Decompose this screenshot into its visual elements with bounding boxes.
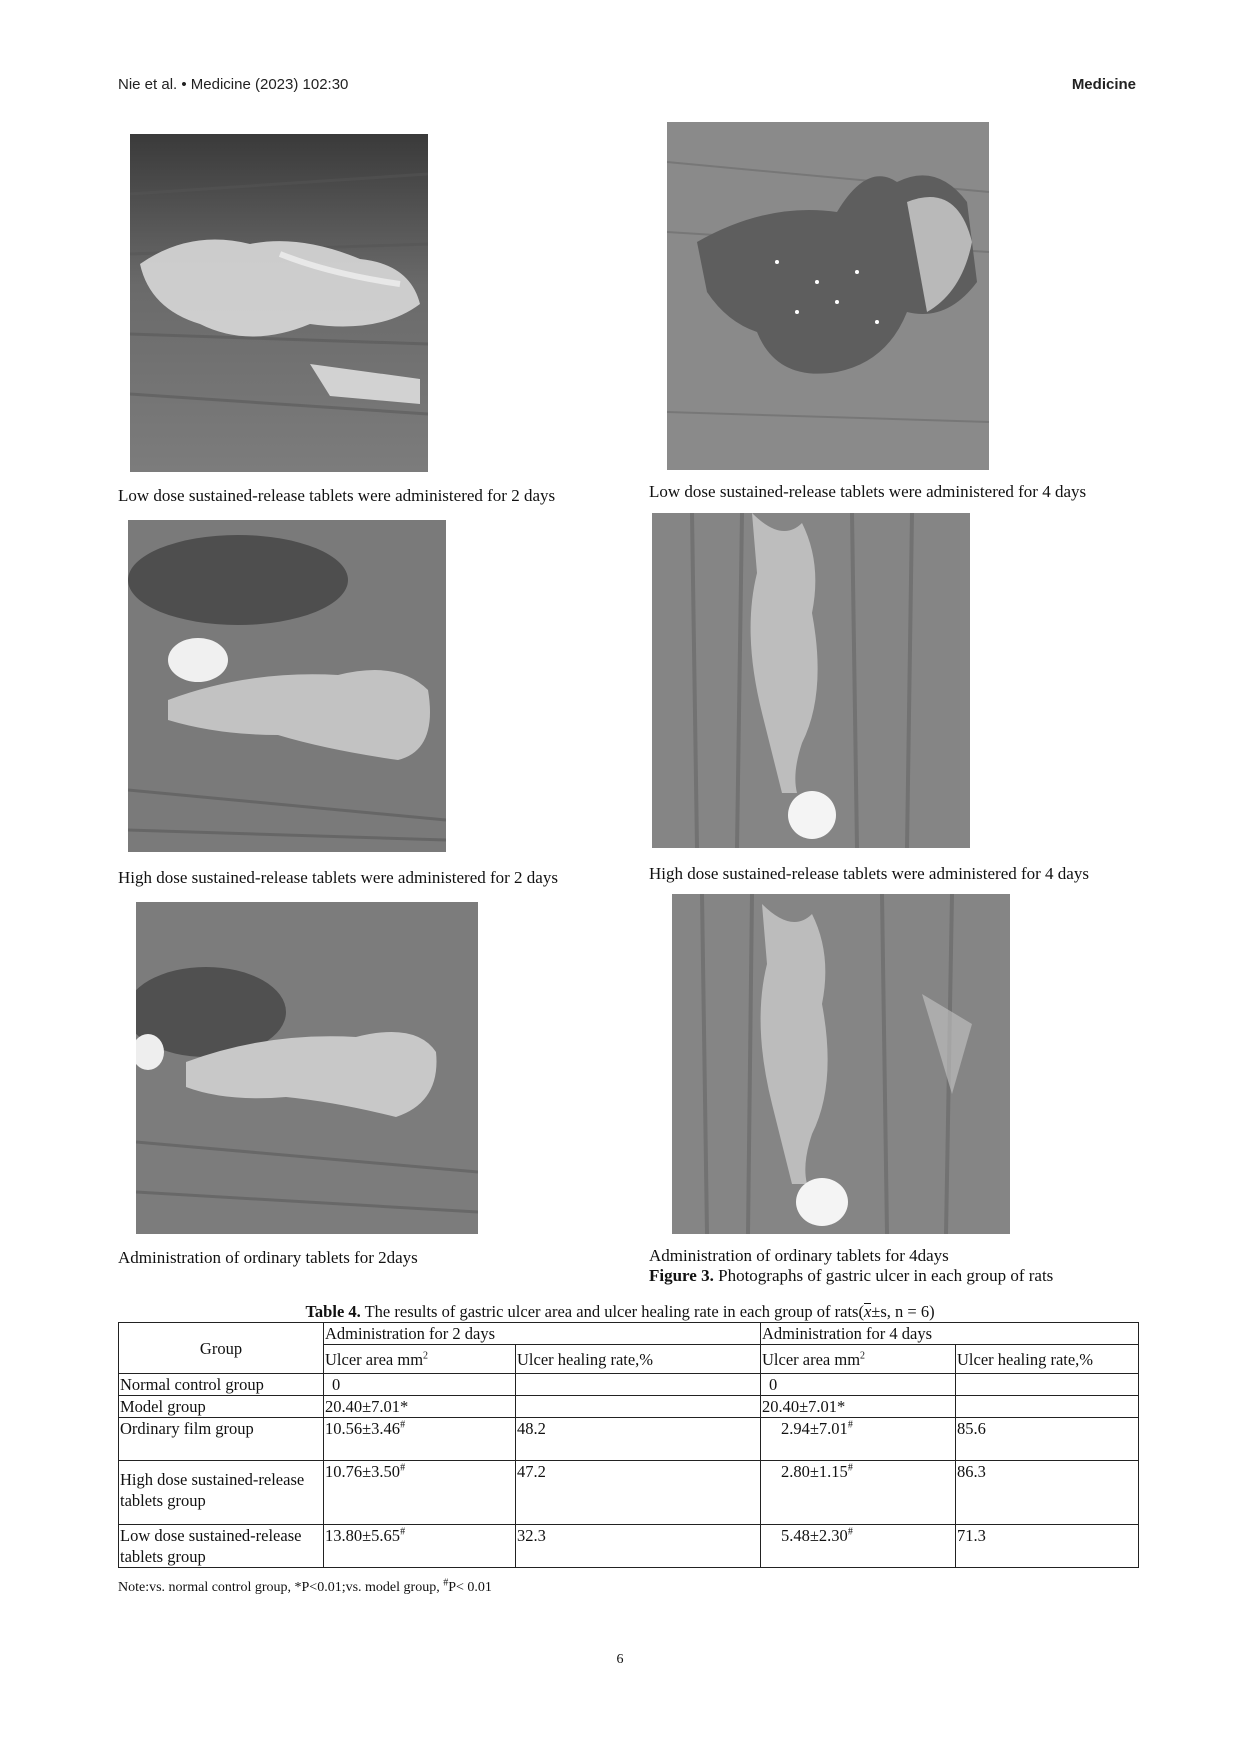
significance-mark: # <box>847 1419 853 1431</box>
results-table <box>118 1322 1139 1568</box>
area-value: 5.48±2.30 <box>781 1526 848 1545</box>
rate-cell-4-days: 86.3 <box>956 1461 1139 1525</box>
group-cell: Low dose sustained-release tablets group <box>119 1525 324 1568</box>
rate-header-4-days: Ulcer healing rate,% <box>956 1345 1139 1374</box>
figure-caption-high-dose-4-days: High dose sustained-release tablets were administered for 4 days <box>649 864 1089 883</box>
figure-caption-ordinary-4-days: Administration of ordinary tablets for 4days <box>649 1246 949 1265</box>
area-value: 0 <box>332 1375 341 1394</box>
table-title-suffix: ±s, n = 6) <box>871 1302 935 1321</box>
area-cell-2-days <box>324 1525 516 1568</box>
period-header-2-days: Administration for 2 days <box>324 1323 761 1345</box>
running-header-citation: Nie et al. • Medicine (2023) 102:30 <box>118 76 349 93</box>
area-value: 10.76±3.50 <box>325 1462 401 1481</box>
rate-cell-2-days: 32.3 <box>516 1525 761 1568</box>
group-cell: Ordinary film group <box>119 1418 324 1461</box>
group-cell: Model group <box>119 1396 324 1418</box>
area-value: 20.40±7.01* <box>325 1397 409 1416</box>
table-label: Table 4. <box>305 1302 361 1321</box>
area-header-sup: 2 <box>860 1350 866 1361</box>
page-number: 6 <box>616 1652 624 1667</box>
figure-caption-low-dose-4-days: Low dose sustained-release tablets were administered for 4 days <box>649 482 1087 501</box>
photo-high-dose-2-days <box>128 520 446 852</box>
photo-low-dose-2-days <box>130 134 428 472</box>
significance-mark: # <box>847 1526 853 1538</box>
rate-cell-4-days: 85.6 <box>956 1418 1139 1461</box>
table-row <box>119 1418 1139 1461</box>
note-text-end: P< 0.01 <box>448 1580 492 1595</box>
table-title <box>0 1302 1240 1322</box>
area-value: 10.56±3.46 <box>325 1419 401 1438</box>
table-row <box>119 1525 1139 1568</box>
figure-title-text: Photographs of gastric ulcer in each group of rats <box>718 1266 1054 1285</box>
table-header-row <box>119 1323 1139 1345</box>
table-note <box>118 1577 492 1596</box>
photo-ordinary-4-days <box>672 894 1010 1234</box>
significance-mark: # <box>847 1462 853 1474</box>
rate-cell-4-days <box>956 1396 1139 1418</box>
table-title-text: The results of gastric ulcer area and ulcer healing rate in each group of rats( <box>364 1302 864 1321</box>
area-header-4-days <box>761 1345 956 1374</box>
figure-title <box>649 1266 1053 1286</box>
figure-label: Figure 3. <box>649 1266 714 1285</box>
group-cell: High dose sustained-release tablets group <box>119 1461 324 1525</box>
photo-ordinary-2-days <box>136 902 478 1234</box>
area-value: 2.80±1.15 <box>781 1462 848 1481</box>
rate-cell-2-days <box>516 1396 761 1418</box>
rate-cell-2-days: 48.2 <box>516 1418 761 1461</box>
area-cell-4-days <box>761 1418 956 1461</box>
area-cell-4-days <box>761 1374 956 1396</box>
significance-mark: # <box>400 1526 406 1538</box>
rate-cell-2-days <box>516 1374 761 1396</box>
area-value: 0 <box>769 1375 778 1394</box>
significance-mark: # <box>400 1462 406 1474</box>
area-cell-2-days <box>324 1418 516 1461</box>
figure-caption-low-dose-2-days: Low dose sustained-release tablets were administered for 2 days <box>118 486 556 505</box>
rate-header-2-days: Ulcer healing rate,% <box>516 1345 761 1374</box>
significance-mark: # <box>400 1419 406 1431</box>
area-header-text: Ulcer area mm <box>762 1349 861 1369</box>
area-value: 20.40±7.01* <box>762 1397 846 1416</box>
figure-caption-ordinary-2-days: Administration of ordinary tablets for 2days <box>118 1248 418 1267</box>
area-cell-4-days <box>761 1525 956 1568</box>
area-cell-4-days <box>761 1461 956 1525</box>
group-header: Group <box>119 1323 324 1374</box>
rate-cell-4-days: 71.3 <box>956 1525 1139 1568</box>
area-cell-2-days <box>324 1396 516 1418</box>
period-header-4-days: Administration for 4 days <box>761 1323 1139 1345</box>
rate-cell-2-days: 47.2 <box>516 1461 761 1525</box>
area-header-2-days <box>324 1345 516 1374</box>
table-row <box>119 1374 1139 1396</box>
mean-symbol: x <box>863 1302 872 1321</box>
photo-high-dose-4-days <box>652 513 970 848</box>
note-mark: # <box>443 1577 449 1589</box>
area-cell-2-days <box>324 1461 516 1525</box>
figure-caption-high-dose-2-days: High dose sustained-release tablets were administered for 2 days <box>118 868 558 887</box>
area-value: 2.94±7.01 <box>781 1419 848 1438</box>
area-cell-4-days <box>761 1396 956 1418</box>
rate-cell-4-days <box>956 1374 1139 1396</box>
note-text: Note:vs. normal control group, *P<0.01;vs. model group, <box>118 1580 444 1595</box>
group-cell: Normal control group <box>119 1374 324 1396</box>
table-row <box>119 1396 1139 1418</box>
area-value: 13.80±5.65 <box>325 1526 401 1545</box>
area-cell-2-days <box>324 1374 516 1396</box>
running-header-journal: Medicine <box>1071 76 1136 93</box>
table-row <box>119 1461 1139 1525</box>
area-header-sup: 2 <box>423 1350 429 1361</box>
area-header-text: Ulcer area mm <box>325 1349 424 1369</box>
photo-low-dose-4-days <box>667 122 989 470</box>
